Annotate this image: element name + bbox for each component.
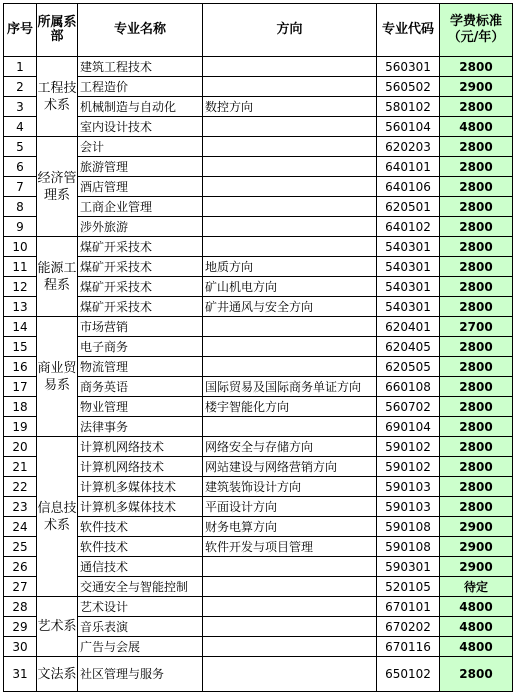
major-direction: 建筑装饰设计方向 <box>203 477 377 497</box>
major-direction <box>203 337 377 357</box>
tuition-fee: 2900 <box>440 517 513 537</box>
tuition-fee: 4800 <box>440 117 513 137</box>
major-code: 620405 <box>377 337 440 357</box>
major-code: 520105 <box>377 577 440 597</box>
table-row <box>4 497 513 517</box>
major-direction: 网站建设与网络营销方向 <box>203 457 377 477</box>
major-code: 590108 <box>377 537 440 557</box>
major-code: 590102 <box>377 457 440 477</box>
tuition-fee: 2800 <box>440 457 513 477</box>
major-name: 艺术设计 <box>78 597 203 617</box>
major-name: 计算机网络技术 <box>78 457 203 477</box>
tuition-fee: 2800 <box>440 497 513 517</box>
row-number: 6 <box>4 157 37 177</box>
table-row <box>4 397 513 417</box>
major-direction: 矿山机电方向 <box>203 277 377 297</box>
tuition-table <box>3 3 513 692</box>
major-code: 540301 <box>377 297 440 317</box>
major-name: 建筑工程技术 <box>78 57 203 77</box>
major-direction <box>203 637 377 657</box>
department-name: 文法系 <box>37 657 78 692</box>
table-row <box>4 137 513 157</box>
tuition-fee: 2800 <box>440 257 513 277</box>
major-direction <box>203 317 377 337</box>
row-number: 15 <box>4 337 37 357</box>
major-code: 620401 <box>377 317 440 337</box>
major-name: 机械制造与自动化 <box>78 97 203 117</box>
tuition-fee: 2800 <box>440 397 513 417</box>
row-number: 9 <box>4 217 37 237</box>
row-number: 20 <box>4 437 37 457</box>
tuition-fee: 4800 <box>440 617 513 637</box>
major-code: 540301 <box>377 237 440 257</box>
major-name: 酒店管理 <box>78 177 203 197</box>
major-name: 工程造价 <box>78 77 203 97</box>
major-name: 会计 <box>78 137 203 157</box>
major-code: 690104 <box>377 417 440 437</box>
row-number: 25 <box>4 537 37 557</box>
major-name: 物流管理 <box>78 357 203 377</box>
major-code: 660108 <box>377 377 440 397</box>
major-name: 法律事务 <box>78 417 203 437</box>
tuition-fee: 2800 <box>440 357 513 377</box>
major-name: 市场营销 <box>78 317 203 337</box>
major-name: 电子商务 <box>78 337 203 357</box>
tuition-fee: 2800 <box>440 377 513 397</box>
row-number: 19 <box>4 417 37 437</box>
row-number: 12 <box>4 277 37 297</box>
major-name: 软件技术 <box>78 537 203 557</box>
major-code: 670116 <box>377 637 440 657</box>
tuition-fee: 2800 <box>440 477 513 497</box>
major-direction <box>203 57 377 77</box>
tuition-fee: 2800 <box>440 437 513 457</box>
major-direction <box>203 217 377 237</box>
major-direction: 平面设计方向 <box>203 497 377 517</box>
table-row <box>4 557 513 577</box>
major-code: 590301 <box>377 557 440 577</box>
table-row <box>4 337 513 357</box>
major-code: 620501 <box>377 197 440 217</box>
tuition-fee: 2800 <box>440 177 513 197</box>
tuition-fee: 2900 <box>440 557 513 577</box>
row-number: 27 <box>4 577 37 597</box>
major-name: 物业管理 <box>78 397 203 417</box>
major-code: 640106 <box>377 177 440 197</box>
tuition-fee: 4800 <box>440 597 513 617</box>
tuition-fee: 2800 <box>440 237 513 257</box>
row-number: 18 <box>4 397 37 417</box>
tuition-fee: 2800 <box>440 157 513 177</box>
major-name: 工商企业管理 <box>78 197 203 217</box>
major-name: 音乐表演 <box>78 617 203 637</box>
table-row <box>4 417 513 437</box>
tuition-fee: 2800 <box>440 337 513 357</box>
table-row <box>4 257 513 277</box>
major-code: 590103 <box>377 477 440 497</box>
major-direction <box>203 617 377 637</box>
table-row <box>4 657 513 692</box>
major-direction: 数控方向 <box>203 97 377 117</box>
major-direction <box>203 657 377 692</box>
table-row <box>4 97 513 117</box>
header-dept: 所属系部 <box>37 4 78 57</box>
major-name: 计算机多媒体技术 <box>78 497 203 517</box>
major-code: 620203 <box>377 137 440 157</box>
major-direction <box>203 137 377 157</box>
table-row <box>4 517 513 537</box>
tuition-fee: 2800 <box>440 197 513 217</box>
major-name: 旅游管理 <box>78 157 203 177</box>
row-number: 8 <box>4 197 37 217</box>
row-number: 11 <box>4 257 37 277</box>
tuition-fee: 2900 <box>440 77 513 97</box>
row-number: 22 <box>4 477 37 497</box>
department-name: 商业贸易系 <box>37 317 78 437</box>
major-code: 590108 <box>377 517 440 537</box>
tuition-fee: 2800 <box>440 97 513 117</box>
tuition-fee: 2800 <box>440 57 513 77</box>
table-row <box>4 177 513 197</box>
table-row <box>4 617 513 637</box>
major-code: 560702 <box>377 397 440 417</box>
header-name: 专业名称 <box>78 4 203 57</box>
table-row <box>4 537 513 557</box>
major-direction: 网络安全与存储方向 <box>203 437 377 457</box>
row-number: 7 <box>4 177 37 197</box>
major-code: 590102 <box>377 437 440 457</box>
table-row <box>4 457 513 477</box>
tuition-fee: 4800 <box>440 637 513 657</box>
table-row <box>4 277 513 297</box>
tuition-fee: 2800 <box>440 657 513 692</box>
major-name: 商务英语 <box>78 377 203 397</box>
table-row <box>4 597 513 617</box>
table-row <box>4 217 513 237</box>
major-code: 620505 <box>377 357 440 377</box>
tuition-fee: 2700 <box>440 317 513 337</box>
row-number: 29 <box>4 617 37 637</box>
major-direction <box>203 237 377 257</box>
major-direction: 地质方向 <box>203 257 377 277</box>
major-code: 670202 <box>377 617 440 637</box>
table-row <box>4 637 513 657</box>
row-number: 31 <box>4 657 37 692</box>
major-name: 煤矿开采技术 <box>78 277 203 297</box>
tuition-fee: 待定 <box>440 577 513 597</box>
tuition-fee: 2800 <box>440 137 513 157</box>
major-code: 560502 <box>377 77 440 97</box>
department-name: 信息技术系 <box>37 437 78 597</box>
row-number: 13 <box>4 297 37 317</box>
row-number: 21 <box>4 457 37 477</box>
major-code: 580102 <box>377 97 440 117</box>
table-row <box>4 377 513 397</box>
department-name: 工程技术系 <box>37 57 78 137</box>
major-direction <box>203 197 377 217</box>
table-row <box>4 317 513 337</box>
major-name: 煤矿开采技术 <box>78 257 203 277</box>
department-name: 艺术系 <box>37 597 78 657</box>
tuition-fee: 2800 <box>440 417 513 437</box>
table-row <box>4 77 513 97</box>
major-direction <box>203 557 377 577</box>
header-fee: 学费标准（元/年） <box>440 4 513 57</box>
row-number: 17 <box>4 377 37 397</box>
major-name: 通信技术 <box>78 557 203 577</box>
major-name: 煤矿开采技术 <box>78 297 203 317</box>
tuition-fee: 2800 <box>440 297 513 317</box>
major-name: 社区管理与服务 <box>78 657 203 692</box>
row-number: 24 <box>4 517 37 537</box>
row-number: 4 <box>4 117 37 137</box>
table-row <box>4 577 513 597</box>
header-num: 序号 <box>4 4 37 57</box>
major-code: 590103 <box>377 497 440 517</box>
tuition-fee: 2800 <box>440 277 513 297</box>
table-row <box>4 57 513 77</box>
major-direction <box>203 157 377 177</box>
header-code: 专业代码 <box>377 4 440 57</box>
major-name: 煤矿开采技术 <box>78 237 203 257</box>
major-name: 室内设计技术 <box>78 117 203 137</box>
table-row <box>4 197 513 217</box>
major-code: 560104 <box>377 117 440 137</box>
row-number: 5 <box>4 137 37 157</box>
major-direction <box>203 177 377 197</box>
table-row <box>4 157 513 177</box>
table-row <box>4 477 513 497</box>
major-name: 涉外旅游 <box>78 217 203 237</box>
row-number: 3 <box>4 97 37 117</box>
major-direction <box>203 597 377 617</box>
row-number: 14 <box>4 317 37 337</box>
department-name: 能源工程系 <box>37 237 78 317</box>
major-direction: 软件开发与项目管理 <box>203 537 377 557</box>
major-direction <box>203 417 377 437</box>
major-code: 540301 <box>377 277 440 297</box>
major-name: 软件技术 <box>78 517 203 537</box>
major-code: 640101 <box>377 157 440 177</box>
row-number: 23 <box>4 497 37 517</box>
major-name: 广告与会展 <box>78 637 203 657</box>
major-code: 670101 <box>377 597 440 617</box>
major-code: 640102 <box>377 217 440 237</box>
table-row <box>4 437 513 457</box>
table-row <box>4 357 513 377</box>
row-number: 2 <box>4 77 37 97</box>
major-direction <box>203 77 377 97</box>
major-code: 560301 <box>377 57 440 77</box>
table-row <box>4 297 513 317</box>
row-number: 10 <box>4 237 37 257</box>
major-direction: 财务电算方向 <box>203 517 377 537</box>
major-direction: 楼宇智能化方向 <box>203 397 377 417</box>
table-body <box>4 57 513 692</box>
major-code: 540301 <box>377 257 440 277</box>
tuition-fee: 2800 <box>440 217 513 237</box>
tuition-fee: 2900 <box>440 537 513 557</box>
row-number: 28 <box>4 597 37 617</box>
major-code: 650102 <box>377 657 440 692</box>
major-direction <box>203 117 377 137</box>
major-name: 计算机多媒体技术 <box>78 477 203 497</box>
header-dir: 方向 <box>203 4 377 57</box>
major-direction: 国际贸易及国际商务单证方向 <box>203 377 377 397</box>
row-number: 30 <box>4 637 37 657</box>
major-name: 计算机网络技术 <box>78 437 203 457</box>
major-direction <box>203 357 377 377</box>
table-row <box>4 237 513 257</box>
table-row <box>4 117 513 137</box>
header-row <box>4 4 513 57</box>
major-name: 交通安全与智能控制 <box>78 577 203 597</box>
major-direction: 矿井通风与安全方向 <box>203 297 377 317</box>
row-number: 16 <box>4 357 37 377</box>
major-direction <box>203 577 377 597</box>
row-number: 1 <box>4 57 37 77</box>
row-number: 26 <box>4 557 37 577</box>
department-name: 经济管理系 <box>37 137 78 237</box>
